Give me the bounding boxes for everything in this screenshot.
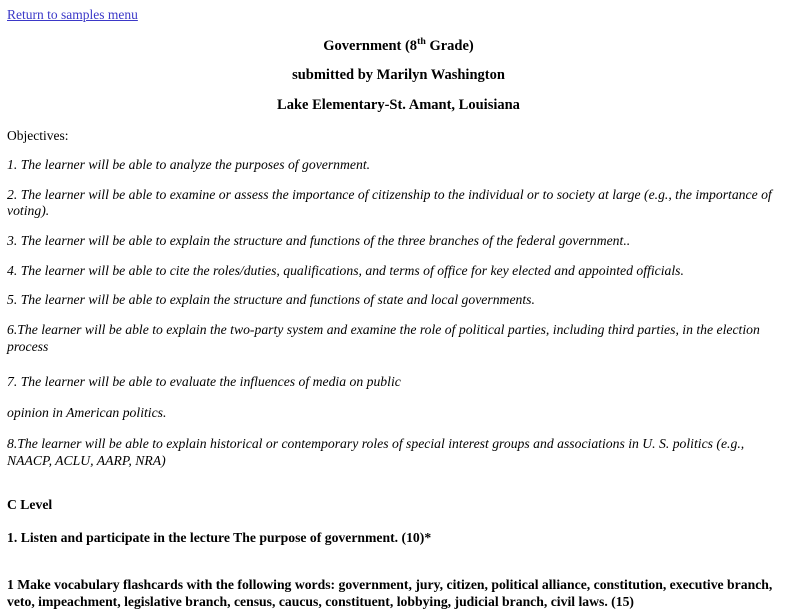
objective-item-4: 4. The learner will be able to cite the roles/duties, qualifications, and terms of office for key elected and appointed officials. — [7, 262, 684, 278]
page-title-suffix: Grade) — [425, 37, 474, 54]
objective-item-1: 1. The learner will be able to analyze the purposes of government. — [7, 156, 371, 172]
page-title — [7, 35, 790, 55]
objectives-label: Objectives: — [7, 127, 69, 143]
page-title-prefix: Government (8 — [323, 37, 418, 54]
school-line: Lake Elementary-St. Amant, Louisiana — [277, 96, 520, 113]
objective-item-2: 2. The learner will be able to examine or assess the importance of citizenship to the individual or to society at large (e.g., the importance of voting). — [7, 186, 772, 219]
task-item-2: 1 Make vocabulary flashcards with the following words: government, jury, citizen, political alliance, constitution, executive branch, veto, impeachment, legislative branch, census, caucus, constituent, lobbying, judicial branch, civil laws. (15) — [7, 577, 773, 610]
objective-item-3: 3. The learner will be able to explain the structure and functions of the three branches of the federal government.. — [7, 232, 631, 248]
navigation-row — [7, 6, 790, 24]
submitted-by-line: submitted by Marilyn Washington — [292, 67, 505, 84]
objective-item-7-continued: opinion in American politics. — [7, 405, 167, 421]
task-item-1: 1. Listen and participate in the lecture The purpose of government. (10)* — [7, 529, 432, 545]
objective-item-7: 7. The learner will be able to evaluate the influences of media on public — [7, 374, 401, 390]
objective-item-8: 8.The learner will be able to explain historical or contemporary roles of special interest groups and associations in U. S. politics (e.g., NAACP, ACLU, AARP, NRA) — [7, 435, 745, 468]
return-to-samples-menu-link[interactable]: Return to samples menu — [7, 7, 138, 22]
document-title-block — [7, 35, 790, 114]
objective-item-5: 5. The learner will be able to explain the structure and functions of state and local governments. — [7, 292, 535, 308]
page-title-superscript: th — [417, 35, 426, 47]
c-level-heading: C Level — [7, 497, 53, 513]
objective-item-6: 6.The learner will be able to explain the two-party system and examine the role of political parties, including third parties, in the election process — [7, 322, 760, 354]
